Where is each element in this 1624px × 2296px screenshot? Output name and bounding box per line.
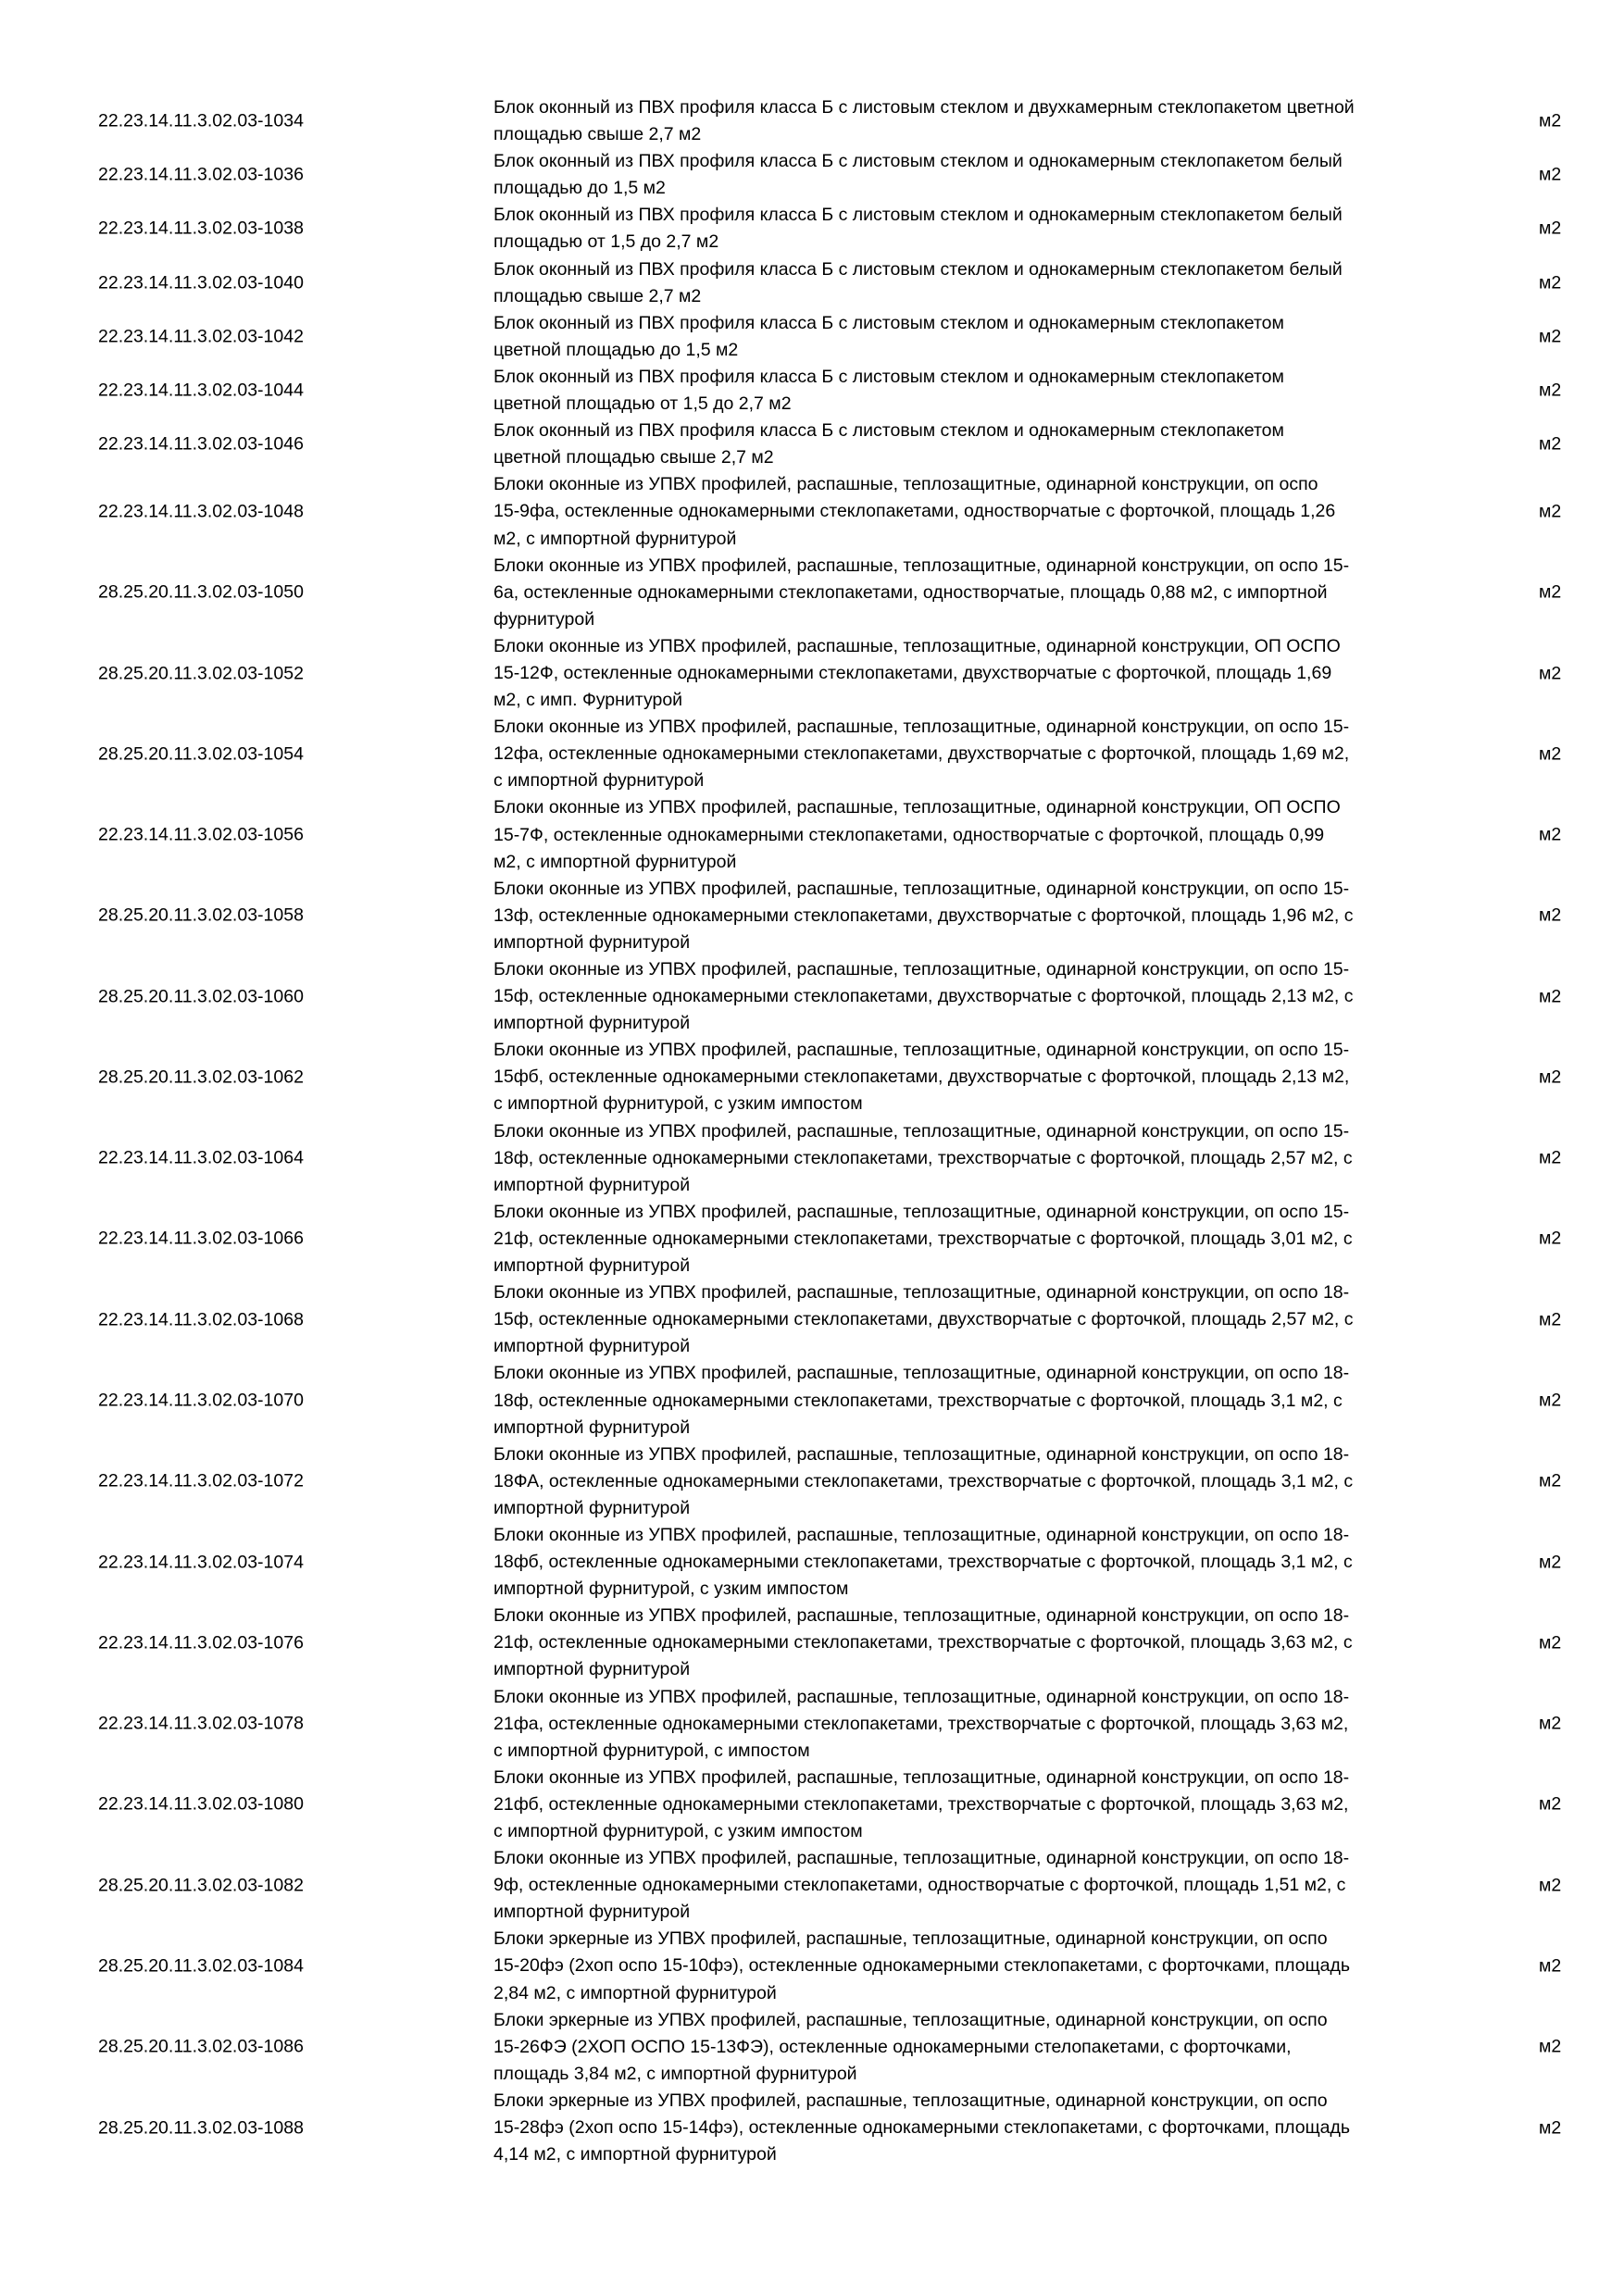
table-row (0, 1037, 1624, 1117)
item-description (493, 471, 1438, 552)
description-line: 21фа, остекленные однокамерными стеклопакетами, трехстворчатые с форточкой, площадь 3,63 м2, (493, 1713, 1349, 1734)
item-unit: м2 (1539, 164, 1562, 185)
description-line: 18ФА, остекленные однокамерными стеклопакетами, трехстворчатые с форточкой, площадь 3,1 м2, с (493, 1470, 1354, 1491)
item-code: 28.25.20.11.3.02.03-1084 (98, 1955, 304, 1977)
item-unit: м2 (1539, 433, 1562, 455)
description-line: Блок оконный из ПВХ профиля класса Б с листовым стеклом и однокамерным стеклопакетом (493, 420, 1284, 442)
table-row (0, 364, 1624, 418)
item-description (493, 94, 1438, 148)
item-description (493, 418, 1438, 471)
table-row (0, 418, 1624, 471)
item-description (493, 1360, 1438, 1441)
item-description (493, 1279, 1438, 1360)
table-row (0, 471, 1624, 552)
item-unit: м2 (1539, 581, 1562, 603)
item-description (493, 2088, 1438, 2168)
item-description (493, 1441, 1438, 1522)
item-code: 22.23.14.11.3.02.03-1034 (98, 110, 304, 131)
description-line: импортной фурнитурой (493, 1336, 691, 1357)
item-description (493, 553, 1438, 633)
table-row (0, 1441, 1624, 1522)
description-line: площадью свыше 2,7 м2 (493, 285, 702, 306)
item-code: 22.23.14.11.3.02.03-1044 (98, 380, 304, 401)
description-line: Блоки оконные из УПВХ профилей, распашные, теплозащитные, одинарной конструкции, оп оспо 18- (493, 1282, 1350, 1304)
item-code: 22.23.14.11.3.02.03-1048 (98, 501, 304, 522)
item-code: 28.25.20.11.3.02.03-1052 (98, 663, 304, 684)
item-code: 28.25.20.11.3.02.03-1054 (98, 743, 304, 765)
item-code: 22.23.14.11.3.02.03-1036 (98, 164, 304, 185)
description-line: м2, с имп. Фурнитурой (493, 690, 683, 711)
item-description (493, 1845, 1438, 1926)
item-unit: м2 (1539, 1309, 1562, 1330)
description-line: 21фб, остекленные однокамерными стеклопакетами, трехстворчатые с форточкой, площадь 3,63 м2, (493, 1793, 1349, 1815)
description-line: Блоки оконные из УПВХ профилей, распашные, теплозащитные, одинарной конструкции, оп оспо 18- (493, 1443, 1350, 1465)
item-code: 28.25.20.11.3.02.03-1086 (98, 2036, 304, 2057)
description-line: Блоки оконные из УПВХ профилей, распашные, теплозащитные, одинарной конструкции, оп оспо 18- (493, 1848, 1350, 1869)
description-line: Блоки оконные из УПВХ профилей, распашные, теплозащитные, одинарной конструкции, оп оспо 15- (493, 1201, 1350, 1222)
table-row (0, 148, 1624, 202)
description-line: 15-7Ф, остекленные однокамерными стеклопакетами, одностворчатые с форточкой, площадь 0,99 (493, 824, 1325, 845)
table-row (0, 1522, 1624, 1603)
table-row (0, 1118, 1624, 1199)
description-line: Блок оконный из ПВХ профиля класса Б с листовым стеклом и однокамерным стеклопакетом (493, 312, 1284, 333)
description-line: 9ф, остекленные однокамерными стеклопакетами, одностворчатые с форточкой, площадь 1,51 м2, с (493, 1875, 1346, 1896)
description-line: 15фб, остекленные однокамерными стеклопакетами, двухстворчатые с форточкой, площадь 2,13 м2, (493, 1067, 1350, 1088)
table-row (0, 956, 1624, 1037)
item-description (493, 1765, 1438, 1845)
item-description (493, 1199, 1438, 1279)
item-code: 22.23.14.11.3.02.03-1046 (98, 433, 304, 455)
description-line: цветной площадью свыше 2,7 м2 (493, 447, 774, 468)
table-row (0, 2088, 1624, 2168)
item-unit: м2 (1539, 1067, 1562, 1088)
description-line: фурнитурой (493, 608, 595, 630)
description-line: м2, с импортной фурнитурой (493, 528, 737, 549)
item-unit: м2 (1539, 1713, 1562, 1734)
item-unit: м2 (1539, 1552, 1562, 1573)
description-line: импортной фурнитурой (493, 1174, 691, 1195)
item-description (493, 1037, 1438, 1117)
item-code: 22.23.14.11.3.02.03-1072 (98, 1470, 304, 1491)
description-line: Блоки оконные из УПВХ профилей, распашные, теплозащитные, одинарной конструкции, оп оспо 18- (493, 1363, 1350, 1384)
item-description (493, 633, 1438, 714)
description-line: Блоки эркерные из УПВХ профилей, распашные, теплозащитные, одинарной конструкции, оп оспо (493, 2009, 1328, 2030)
table-row (0, 1199, 1624, 1279)
item-code: 22.23.14.11.3.02.03-1038 (98, 218, 304, 239)
description-line: импортной фурнитурой (493, 1659, 691, 1680)
description-line: площадью свыше 2,7 м2 (493, 124, 702, 145)
item-description (493, 364, 1438, 418)
item-unit: м2 (1539, 1955, 1562, 1977)
table-row (0, 1360, 1624, 1441)
item-unit: м2 (1539, 1632, 1562, 1653)
description-line: Блоки оконные из УПВХ профилей, распашные, теплозащитные, одинарной конструкции, оп оспо 18- (493, 1524, 1350, 1545)
price-list-table (0, 94, 1624, 2168)
table-row (0, 1765, 1624, 1845)
item-description (493, 202, 1438, 256)
table-row (0, 310, 1624, 364)
table-row (0, 553, 1624, 633)
description-line: Блоки оконные из УПВХ профилей, распашные, теплозащитные, одинарной конструкции, оп оспо 18- (493, 1686, 1350, 1707)
description-line: 18ф, остекленные однокамерными стеклопакетами, трехстворчатые с форточкой, площадь 2,57 м2, с (493, 1147, 1353, 1168)
description-line: с импортной фурнитурой (493, 770, 705, 792)
item-unit: м2 (1539, 986, 1562, 1007)
item-description (493, 2007, 1438, 2088)
description-line: площадь 3,84 м2, с импортной фурнитурой (493, 2063, 857, 2084)
item-code: 22.23.14.11.3.02.03-1070 (98, 1390, 304, 1411)
item-code: 22.23.14.11.3.02.03-1068 (98, 1309, 304, 1330)
item-unit: м2 (1539, 824, 1562, 845)
item-unit: м2 (1539, 2036, 1562, 2057)
description-line: импортной фурнитурой (493, 1497, 691, 1518)
description-line: Блоки оконные из УПВХ профилей, распашные, теплозащитные, одинарной конструкции, оп оспо 15- (493, 555, 1350, 576)
description-line: Блок оконный из ПВХ профиля класса Б с листовым стеклом и однокамерным стеклопакетом белый (493, 151, 1343, 172)
item-unit: м2 (1539, 1228, 1562, 1249)
description-line: Блоки оконные из УПВХ профилей, распашные, теплозащитные, одинарной конструкции, оп оспо 18- (493, 1766, 1350, 1788)
description-line: цветной площадью от 1,5 до 2,7 м2 (493, 393, 792, 415)
description-line: 21ф, остекленные однокамерными стеклопакетами, трехстворчатые с форточкой, площадь 3,01 м2, с (493, 1228, 1353, 1249)
description-line: с импортной фурнитурой, с узким импостом (493, 1821, 863, 1841)
item-code: 28.25.20.11.3.02.03-1060 (98, 986, 304, 1007)
description-line: 18фб, остекленные однокамерными стеклопакетами, трехстворчатые с форточкой, площадь 3,1 м2, с (493, 1552, 1353, 1573)
item-code: 22.23.14.11.3.02.03-1074 (98, 1552, 304, 1573)
description-line: 15-12Ф, остекленные однокамерными стеклопакетами, двухстворчатые с форточкой, площадь 1,69 (493, 662, 1332, 683)
table-row (0, 1684, 1624, 1765)
description-line: 21ф, остекленные однокамерными стеклопакетами, трехстворчатые с форточкой, площадь 3,63 м2, с (493, 1632, 1353, 1653)
table-row (0, 202, 1624, 256)
table-row (0, 1279, 1624, 1360)
description-line: площадью от 1,5 до 2,7 м2 (493, 231, 719, 253)
description-line: Блоки оконные из УПВХ профилей, распашные, теплозащитные, одинарной конструкции, оп оспо 15- (493, 717, 1350, 738)
description-line: Блок оконный из ПВХ профиля класса Б с листовым стеклом и однокамерным стеклопакетом белый (493, 258, 1343, 280)
description-line: импортной фурнитурой (493, 1013, 691, 1034)
item-code: 28.25.20.11.3.02.03-1050 (98, 581, 304, 603)
description-line: Блоки оконные из УПВХ профилей, распашные, теплозащитные, одинарной конструкции, оп оспо 15- (493, 1040, 1350, 1061)
table-row (0, 876, 1624, 956)
description-line: 13ф, остекленные однокамерными стеклопакетами, двухстворчатые с форточкой, площадь 1,96 м2, с (493, 905, 1354, 926)
item-code: 28.25.20.11.3.02.03-1082 (98, 1875, 304, 1896)
item-unit: м2 (1539, 743, 1562, 765)
description-line: 15-26ФЭ (2ХОП ОСПО 15-13ФЭ), остекленные однокамерными стелопакетами, с форточками, (493, 2036, 1292, 2057)
description-line: Блоки оконные из УПВХ профилей, распашные, теплозащитные, одинарной конструкции, ОП ОСПО (493, 797, 1341, 818)
item-unit: м2 (1539, 2117, 1562, 2139)
item-description (493, 1118, 1438, 1199)
table-row (0, 1845, 1624, 1926)
table-row (0, 714, 1624, 794)
table-row (0, 2007, 1624, 2088)
item-code: 22.23.14.11.3.02.03-1064 (98, 1147, 304, 1168)
table-row (0, 1603, 1624, 1683)
description-line: Блоки эркерные из УПВХ профилей, распашные, теплозащитные, одинарной конструкции, оп оспо (493, 2090, 1328, 2111)
description-line: площадью до 1,5 м2 (493, 178, 666, 199)
item-code: 28.25.20.11.3.02.03-1058 (98, 905, 304, 926)
table-row (0, 256, 1624, 310)
description-line: импортной фурнитурой, с узким импостом (493, 1578, 849, 1600)
item-description (493, 310, 1438, 364)
item-unit: м2 (1539, 272, 1562, 293)
table-row (0, 1926, 1624, 2006)
description-line: 4,14 м2, с импортной фурнитурой (493, 2144, 777, 2165)
item-code: 28.25.20.11.3.02.03-1088 (98, 2117, 304, 2139)
description-line: м2, с импортной фурнитурой (493, 851, 737, 872)
item-code: 22.23.14.11.3.02.03-1040 (98, 272, 304, 293)
item-description (493, 794, 1438, 875)
item-unit: м2 (1539, 1147, 1562, 1168)
description-line: Блоки оконные из УПВХ профилей, распашные, теплозащитные, одинарной конструкции, оп оспо 15- (493, 1120, 1350, 1142)
description-line: Блоки оконные из УПВХ профилей, распашные, теплозащитные, одинарной конструкции, оп оспо (493, 474, 1318, 495)
description-line: Блок оконный из ПВХ профиля класса Б с листовым стеклом и однокамерным стеклопакетом (493, 366, 1284, 387)
description-line: импортной фурнитурой (493, 1255, 691, 1277)
item-unit: м2 (1539, 110, 1562, 131)
description-line: 15-28фэ (2хоп оспо 15-14фэ), остекленные однокамерными стеклопакетами, с форточками, площадь (493, 2117, 1351, 2139)
description-line: с импортной фурнитурой, с импостом (493, 1740, 810, 1761)
description-line: 6а, остекленные однокамерными стеклопакетами, одностворчатые, площадь 0,88 м2, с импортной (493, 581, 1328, 603)
description-line: Блоки эркерные из УПВХ профилей, распашные, теплозащитные, одинарной конструкции, оп оспо (493, 1928, 1328, 1950)
item-unit: м2 (1539, 380, 1562, 401)
table-row (0, 94, 1624, 148)
item-code: 22.23.14.11.3.02.03-1080 (98, 1793, 304, 1815)
item-description (493, 956, 1438, 1037)
description-line: 12фа, остекленные однокамерными стеклопакетами, двухстворчатые с форточкой, площадь 1,69 м2, (493, 743, 1350, 765)
table-row (0, 633, 1624, 714)
description-line: Блоки оконные из УПВХ профилей, распашные, теплозащитные, одинарной конструкции, оп оспо 15- (493, 878, 1350, 899)
description-line: Блок оконный из ПВХ профиля класса Б с листовым стеклом и однокамерным стеклопакетом белый (493, 205, 1343, 226)
table-row (0, 794, 1624, 875)
item-unit: м2 (1539, 1470, 1562, 1491)
item-description (493, 1522, 1438, 1603)
description-line: 15ф, остекленные однокамерными стеклопакетами, двухстворчатые с форточкой, площадь 2,57 м2, с (493, 1309, 1354, 1330)
item-description (493, 714, 1438, 794)
item-code: 22.23.14.11.3.02.03-1066 (98, 1228, 304, 1249)
description-line: импортной фурнитурой (493, 931, 691, 953)
description-line: импортной фурнитурой (493, 1902, 691, 1923)
item-unit: м2 (1539, 905, 1562, 926)
description-line: с импортной фурнитурой, с узким импостом (493, 1093, 863, 1115)
description-line: импортной фурнитурой (493, 1416, 691, 1438)
item-description (493, 1684, 1438, 1765)
description-line: 18ф, остекленные однокамерными стеклопакетами, трехстворчатые с форточкой, площадь 3,1 м2, с (493, 1390, 1343, 1411)
item-unit: м2 (1539, 1875, 1562, 1896)
item-description (493, 876, 1438, 956)
description-line: цветной площадью до 1,5 м2 (493, 339, 739, 360)
description-line: Блоки оконные из УПВХ профилей, распашные, теплозащитные, одинарной конструкции, оп оспо 15- (493, 959, 1350, 980)
item-unit: м2 (1539, 501, 1562, 522)
description-line: 2,84 м2, с импортной фурнитурой (493, 1982, 777, 2003)
item-description (493, 148, 1438, 202)
item-unit: м2 (1539, 663, 1562, 684)
description-line: 15-20фэ (2хоп оспо 15-10фэ), остекленные однокамерными стеклопакетами, с форточками, площадь (493, 1955, 1351, 1977)
item-description (493, 256, 1438, 310)
item-code: 22.23.14.11.3.02.03-1056 (98, 824, 304, 845)
item-code: 22.23.14.11.3.02.03-1076 (98, 1632, 304, 1653)
description-line: 15ф, остекленные однокамерными стеклопакетами, двухстворчатые с форточкой, площадь 2,13 м2, с (493, 986, 1354, 1007)
item-unit: м2 (1539, 326, 1562, 347)
item-code: 22.23.14.11.3.02.03-1042 (98, 326, 304, 347)
description-line: Блок оконный из ПВХ профиля класса Б с листовым стеклом и двухкамерным стеклопакетом цветной (493, 97, 1355, 118)
description-line: Блоки оконные из УПВХ профилей, распашные, теплозащитные, одинарной конструкции, ОП ОСПО (493, 635, 1341, 656)
description-line: Блоки оконные из УПВХ профилей, распашные, теплозащитные, одинарной конструкции, оп оспо 18- (493, 1605, 1350, 1627)
item-unit: м2 (1539, 1390, 1562, 1411)
item-description (493, 1926, 1438, 2006)
item-description (493, 1603, 1438, 1683)
description-line: 15-9фа, остекленные однокамерными стеклопакетами, одностворчатые с форточкой, площадь 1,26 (493, 501, 1336, 522)
item-unit: м2 (1539, 218, 1562, 239)
item-unit: м2 (1539, 1793, 1562, 1815)
item-code: 22.23.14.11.3.02.03-1078 (98, 1713, 304, 1734)
item-code: 28.25.20.11.3.02.03-1062 (98, 1067, 304, 1088)
